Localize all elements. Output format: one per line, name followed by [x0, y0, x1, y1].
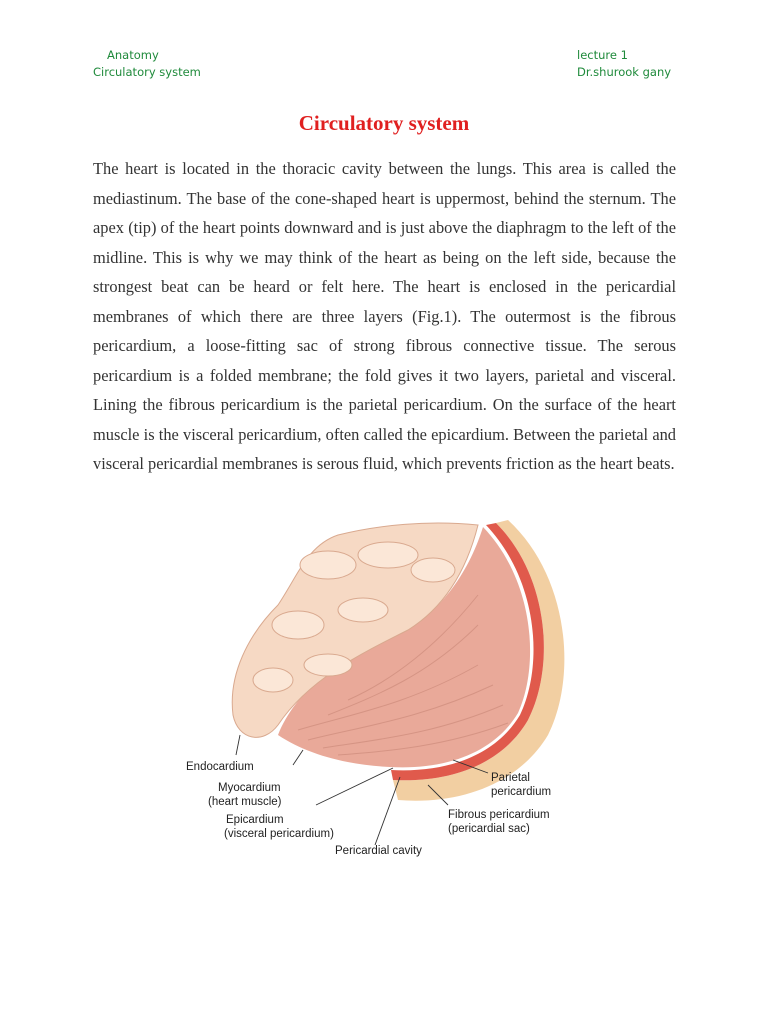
- heart-wall-figure: [178, 515, 598, 865]
- heart-wall-illustration: [178, 515, 598, 865]
- label-endocardium: Endocardium: [186, 761, 254, 773]
- label-fibrous-sub: (pericardial sac): [448, 823, 530, 835]
- label-fibrous: Fibrous pericardium: [448, 809, 550, 821]
- label-parietal: Parietal: [491, 772, 530, 784]
- page-title: Circulatory system: [298, 111, 470, 135]
- label-epicardium: Epicardium: [226, 814, 284, 826]
- body-paragraph: The heart is located in the thoracic cavity between the lungs. This area is called the mediastinum. The base of the cone-shaped heart is uppermost, behind the sternum. The apex (tip) of the heart points downward and is just above the diaphragm to the left of the midline. This is why we may think of the heart as being on the left side, because the strongest beat can be heard or felt here. The heart is enclosed in the pericardial membranes of which there are three layers (Fig.1). The outermost is the fibrous pericardium, a loose-fitting sac of strong fibrous connective tissue. The serous pericardium is a folded membrane; the fold gives it two layers, parietal and visceral. Lining the fibrous pericardium is the parietal pericardium. On the surface of the heart muscle is the visceral pericardium, often called the epicardium. Between the parietal and visceral pericardial membranes is serous fluid, which prevents friction as the heart beats.: [93, 159, 676, 473]
- label-epicardium-sub: (visceral pericardium): [224, 828, 334, 840]
- header-lecture: lecture 1: [577, 48, 628, 62]
- label-parietal-sub: pericardium: [491, 786, 552, 798]
- header-author: Dr.shurook gany: [577, 65, 672, 79]
- header-left: [93, 47, 201, 81]
- header-subject: Anatomy: [107, 48, 159, 62]
- label-myocardium: Myocardium: [218, 782, 281, 794]
- header-topic: Circulatory system: [93, 65, 201, 79]
- label-pericardial-cavity: Pericardial cavity: [335, 845, 422, 857]
- label-myocardium-sub: (heart muscle): [208, 796, 282, 808]
- header-right: [577, 47, 671, 81]
